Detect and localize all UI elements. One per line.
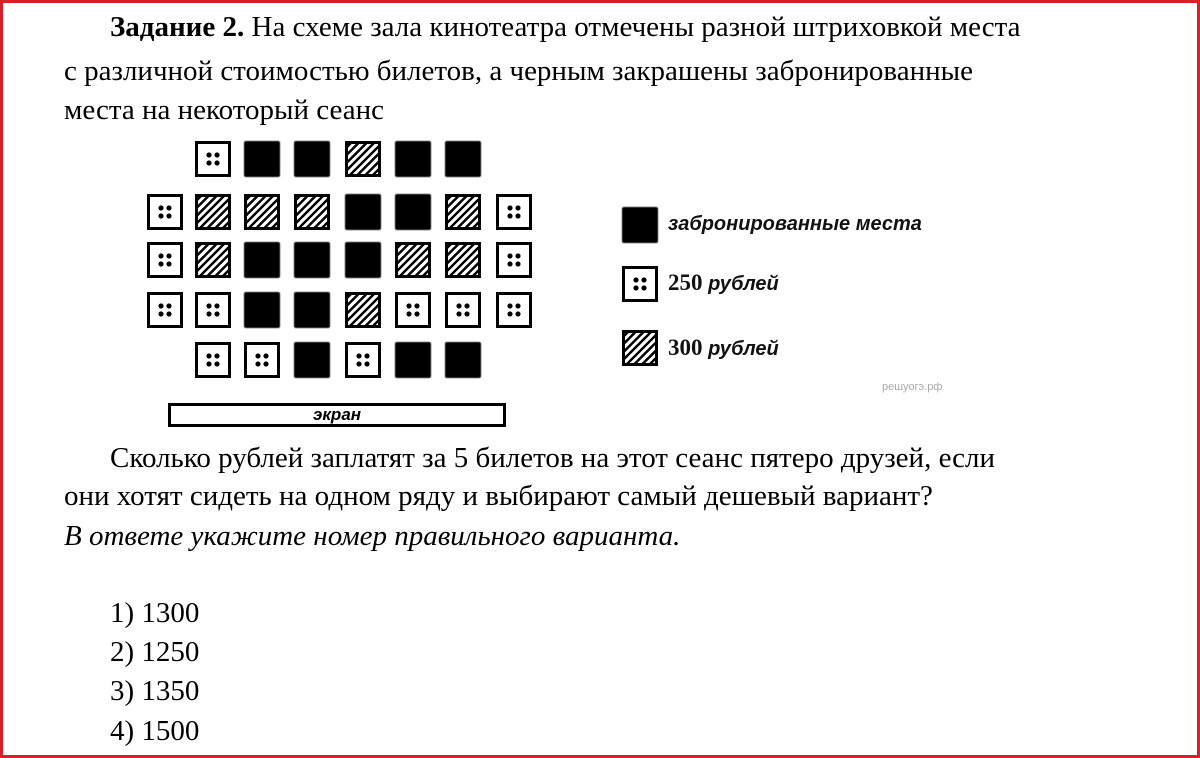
booked-seat: [445, 342, 481, 378]
legend-300-unit: рублей: [708, 338, 779, 360]
seat-300: [244, 194, 280, 230]
booked-seat: [294, 292, 330, 328]
seat-250: [147, 242, 183, 278]
booked-seat: [395, 194, 431, 230]
legend-250-label: [668, 270, 779, 296]
task-intro-line-1: [110, 9, 1020, 45]
legend-250-unit: рублей: [708, 273, 779, 295]
seat-250: [195, 141, 231, 177]
seat-300: [445, 194, 481, 230]
cinema-screen: экран: [168, 403, 506, 427]
watermark: решуогэ.рф: [882, 381, 943, 393]
booked-seat: [244, 242, 280, 278]
booked-seat: [244, 141, 280, 177]
booked-seat: [294, 242, 330, 278]
seat-300: [195, 242, 231, 278]
question-line-1: Сколько рублей заплатят за 5 билетов на этот сеанс пятеро друзей, если: [110, 442, 996, 474]
seat-300: [195, 194, 231, 230]
legend-250-swatch: [622, 266, 658, 302]
task-title: Задание 2.: [110, 11, 245, 43]
booked-seat: [345, 242, 381, 278]
booked-seat: [445, 141, 481, 177]
seat-250: [445, 292, 481, 328]
booked-seat: [294, 141, 330, 177]
answer-option-4: 4) 1500: [110, 715, 200, 747]
question-line-2: они хотят сидеть на одном ряду и выбирают самый дешевый вариант?: [64, 480, 933, 512]
task-intro-text: На схеме зала кинотеатра отмечены разной штриховкой места: [251, 11, 1021, 43]
answer-option-1: 1) 1300: [110, 597, 200, 629]
seat-250: [395, 292, 431, 328]
legend-booked-label: забронированные места: [668, 213, 922, 235]
booked-seat: [395, 141, 431, 177]
legend-300-label: [668, 335, 779, 361]
seat-250: [496, 194, 532, 230]
seat-300: [294, 194, 330, 230]
booked-seat: [345, 194, 381, 230]
legend-250-value: 250: [668, 270, 703, 295]
seat-250: [195, 292, 231, 328]
seat-250: [496, 242, 532, 278]
legend-300-value: 300: [668, 335, 703, 360]
booked-seat: [395, 342, 431, 378]
legend-300-swatch: [622, 330, 658, 366]
seat-300: [345, 141, 381, 177]
seat-300: [395, 242, 431, 278]
seat-250: [496, 292, 532, 328]
seat-250: [147, 194, 183, 230]
question-instruction: В ответе укажите номер правильного варианта.: [64, 520, 681, 552]
booked-seat: [244, 292, 280, 328]
seat-250: [244, 342, 280, 378]
seat-300: [345, 292, 381, 328]
seat-250: [345, 342, 381, 378]
legend-booked-swatch: [622, 207, 658, 243]
answer-option-2: 2) 1250: [110, 636, 200, 668]
seat-300: [445, 242, 481, 278]
seat-250: [195, 342, 231, 378]
seat-250: [147, 292, 183, 328]
answer-option-3: 3) 1350: [110, 675, 200, 707]
task-intro-line-2: с различной стоимостью билетов, а черным закрашены забронированные: [64, 55, 973, 87]
task-intro-line-3: места на некоторый сеанс: [64, 94, 384, 126]
booked-seat: [294, 342, 330, 378]
